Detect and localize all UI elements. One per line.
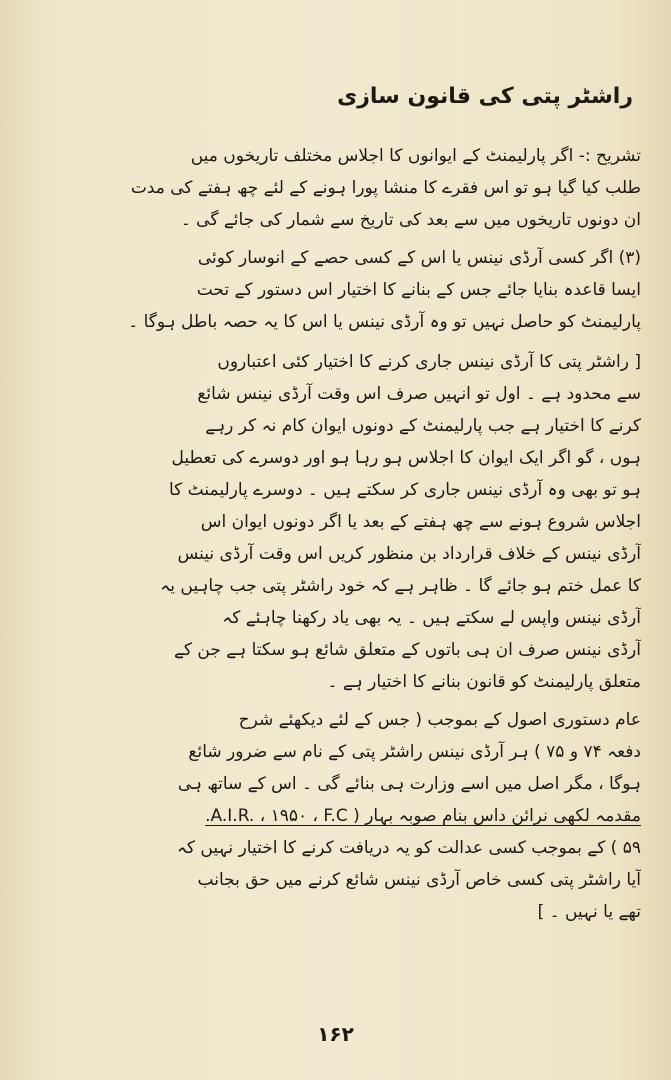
text-line: آرڈی نینس کے خلاف قرارداد بن منظور کریں اس وقت آرڈی نینس: [177, 544, 641, 564]
paragraph-commentary: [28, 346, 641, 698]
page-number: ۱۶۲: [317, 1022, 354, 1046]
text-line: پارلیمنٹ کو حاصل نہیں تو وہ آرڈی نینس یا اس کا یہ حصہ باطل ہوگا ۔: [128, 312, 641, 332]
text-line: کا عمل ختم ہو جائے گا ۔ ظاہر ہے کہ خود راشٹر پتی جب چاہیں یہ: [160, 576, 641, 596]
text-line: اجلاس شروع ہونے سے چھ ہفتے کے بعد یا اگر دونوں ایوان اس: [200, 512, 641, 532]
paragraph-constitutional-principle: [28, 704, 641, 928]
text-line: ۵۹ ) کے بموجب کسی عدالت کو یہ دریافت کرنے کا اختیار نہیں کہ: [176, 838, 641, 858]
running-header: راشٹر پتی کی قانون سازی: [337, 84, 633, 109]
text-line: (۳) اگر کسی آرڈی نینس یا اس کے کسی حصے کے انوسار کوئی: [197, 248, 641, 268]
text-line: آرڈی نینس صرف ان ہی باتوں کے متعلق شائع ہو سکتا ہے جن کے: [173, 640, 641, 660]
text-line: آیا راشٹر پتی کسی خاص آرڈی نینس شائع کرنے میں حق بجانب: [197, 870, 641, 890]
text-line: [ راشٹر پتی کا آرڈی نینس جاری کرنے کا اختیار کئی اعتباروں: [217, 352, 641, 372]
case-citation-line: مقدمہ لکھی نرائن داس بنام صوبہ بہار ( A.I.R. ، ۱۹۵۰ ، F.C.: [205, 806, 641, 826]
text-line: ان دونوں تاریخوں میں سے بعد کی تاریخ سے شمار کی جائے گی ۔: [180, 210, 641, 230]
text-line: ہوگا ، مگر اصل میں اسے وزارت ہی بنائے گی ۔ اس کے ساتھ ہی: [177, 774, 641, 794]
text-line: تشریح :- اگر پارلیمنٹ کے ایوانوں کا اجلاس مختلف تاریخوں میں: [190, 146, 641, 166]
text-line: دفعہ ۷۴ و ۷۵ ) ہر آرڈی نینس راشٹر پتی کے نام سے ضرور شائع: [188, 742, 641, 762]
text-line: ہوں ، گو اگر ایک ایوان کا اجلاس ہو رہا ہو اور دوسرے کی تعطیل: [171, 448, 641, 468]
text-line: ہو تو بھی وہ آرڈی نینس جاری کر سکتے ہیں ۔ دوسرے پارلیمنٹ کا: [169, 480, 641, 500]
text-line: تھے یا نہیں ۔ ]: [537, 902, 641, 922]
text-line: کرنے کا اختیار ہے جب پارلیمنٹ کے دونوں ایوان کام نہ کر رہے: [205, 416, 641, 436]
paragraph-explanation: [28, 140, 641, 236]
text-line: متعلق پارلیمنٹ کو قانون بنانے کا اختیار ہے ۔: [327, 672, 641, 692]
text-line: عام دستوری اصول کے بموجب ( جس کے لئے دیکھئے شرح: [238, 710, 641, 730]
text-line: آرڈی نینس واپس لے سکتے ہیں ۔ یہ بھی یاد رکھنا چاہئے کہ: [222, 608, 641, 628]
paragraph-clause-3: [28, 242, 641, 338]
text-line: ایسا قاعدہ بنایا جائے جس کے بنانے کا اختیار اس دستور کے تحت: [196, 280, 641, 300]
text-line: سے محدود ہے ۔ اول تو انہیں صرف اس وقت آرڈی نینس شائع: [197, 384, 641, 404]
page-body: [28, 140, 641, 928]
text-line: طلب کیا گیا ہو تو اس فقرے کا منشا پورا ہونے کے لئے چھ ہفتے کی مدت: [130, 178, 641, 198]
